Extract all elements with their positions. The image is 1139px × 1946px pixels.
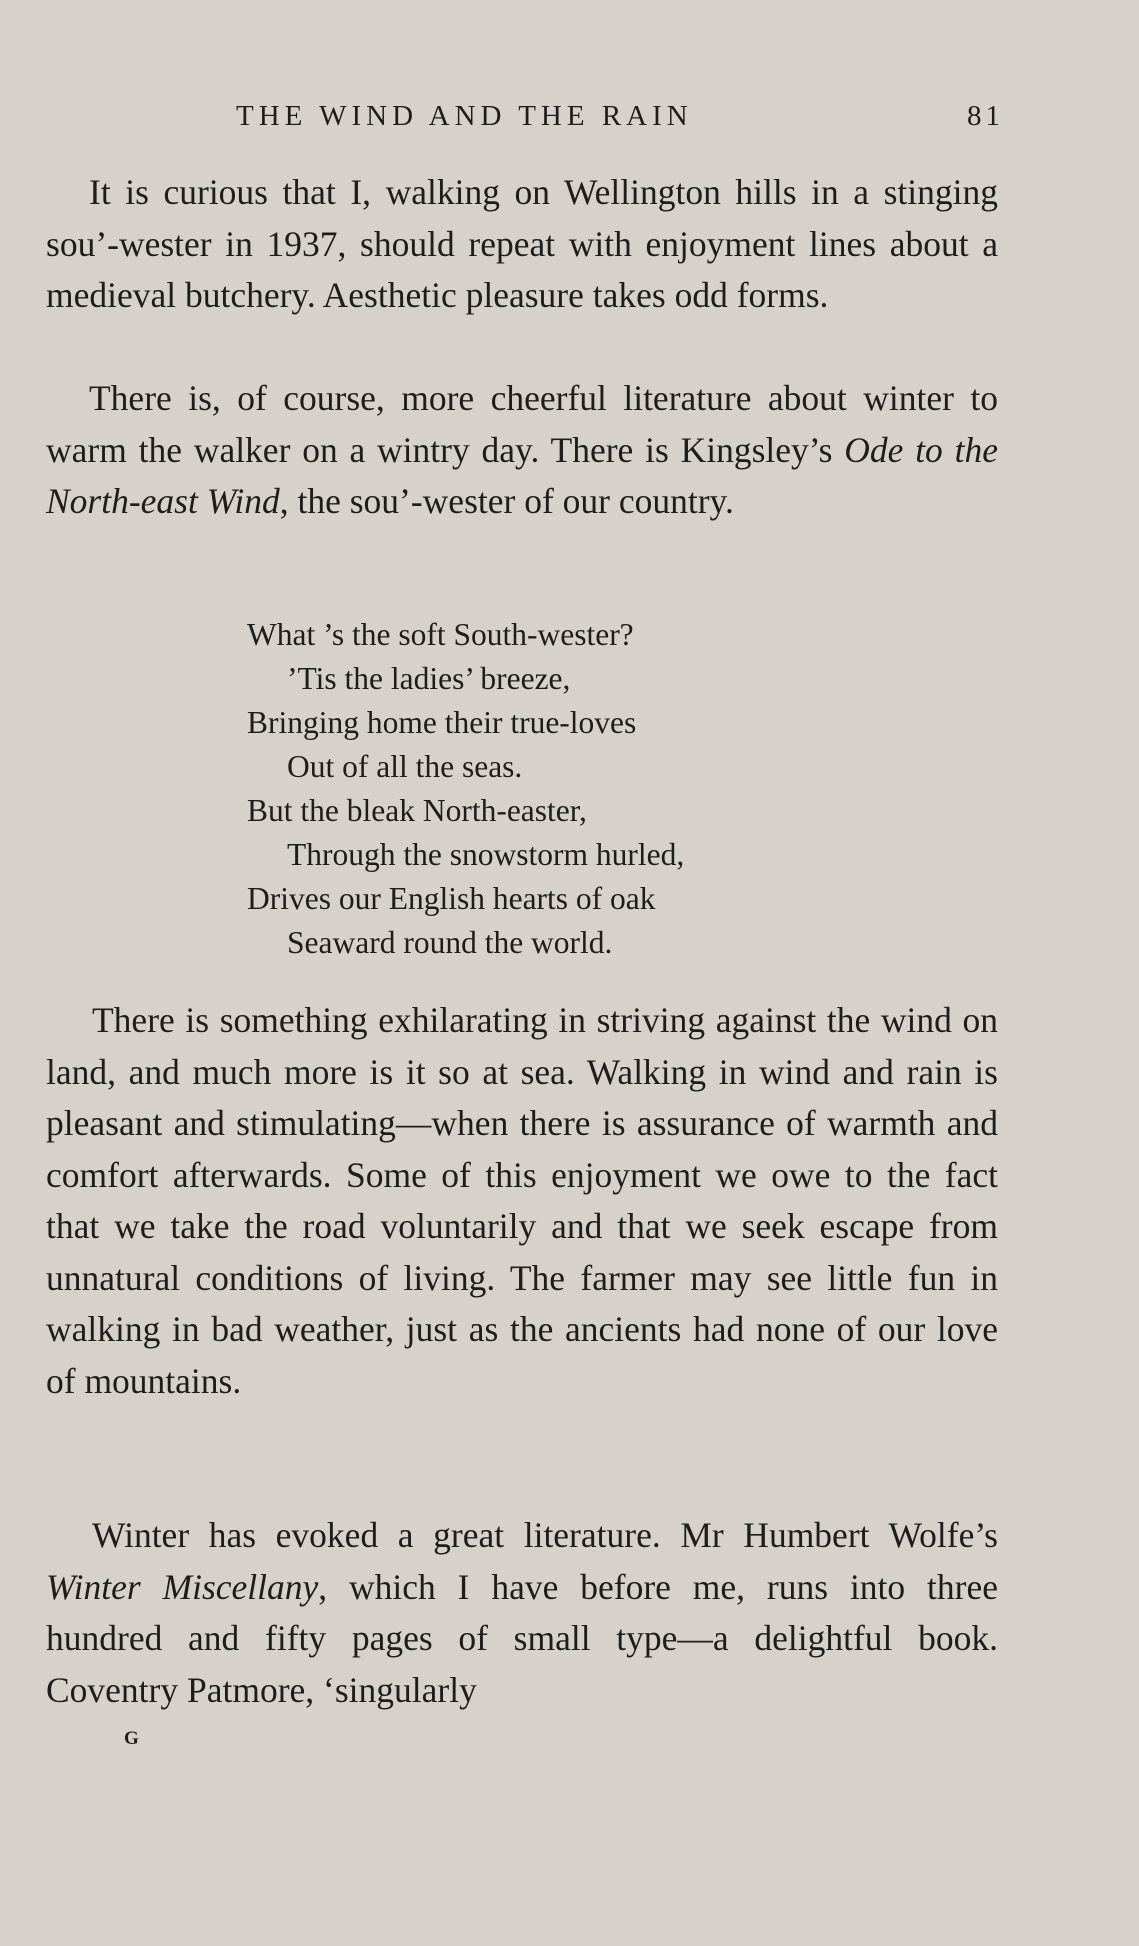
poem-line: Out of all the seas.: [287, 749, 523, 784]
signature-mark: G: [124, 1728, 139, 1749]
poem-line: Through the snowstorm hurled,: [287, 837, 685, 872]
paragraph-2: [46, 373, 998, 528]
page-number: 81: [967, 100, 1004, 132]
book-title-italic: Winter Miscellany: [46, 1566, 319, 1607]
poem-line: Bringing home their true-loves: [247, 705, 637, 740]
running-title: THE WIND AND THE RAIN: [236, 100, 693, 132]
poem-line: Seaward round the world.: [287, 925, 613, 960]
poem-line: But the bleak North-easter,: [247, 793, 587, 828]
page-header: [46, 100, 1004, 133]
poem-line: ’Tis the ladies’ breeze,: [287, 661, 571, 696]
paragraph-2-text: There is, of course, more cheerful literature about winter to warm the walker on a wintry day. There is Kingsley’s: [46, 378, 998, 470]
poem-line: Drives our English hearts of oak: [247, 881, 656, 916]
paragraph-2-text-end: , the sou’-wester of our country.: [279, 481, 734, 521]
paragraph-4-text: Winter has evoked a great literature. Mr Humbert Wolfe’s: [92, 1515, 998, 1555]
paragraph-4-text-end: , which I have before me, runs into three hundred and fifty pages of small type—a delightful book. Coventry Patmore, ‘singularly: [46, 1566, 998, 1710]
poem-title-italic: Ode to the North-east Wind: [46, 429, 998, 521]
paragraph-4: [46, 1510, 998, 1716]
paragraph-1: It is curious that I, walking on Wellington hills in a stinging sou’-wester in 1937, should repeat with enjoyment lines about a medieval butchery. Aesthetic pleasure takes odd forms.: [46, 172, 998, 315]
poem-line: What ’s the soft South-wester?: [247, 617, 634, 652]
paragraph-3: There is something exhilarating in striving against the wind on land, and much more is it so at sea. Walking in wind and rain is pleasant and stimulating—when there is assurance of warmth and comfort afterwards. Some of this enjoyment we owe to the fact that we take the road voluntarily and that we seek escape from unnatural conditions of living. The farmer may see little fun in walking in bad weather, just as the ancients had none of our love of mountains.: [46, 1000, 998, 1401]
poem-quotation: [247, 613, 684, 965]
